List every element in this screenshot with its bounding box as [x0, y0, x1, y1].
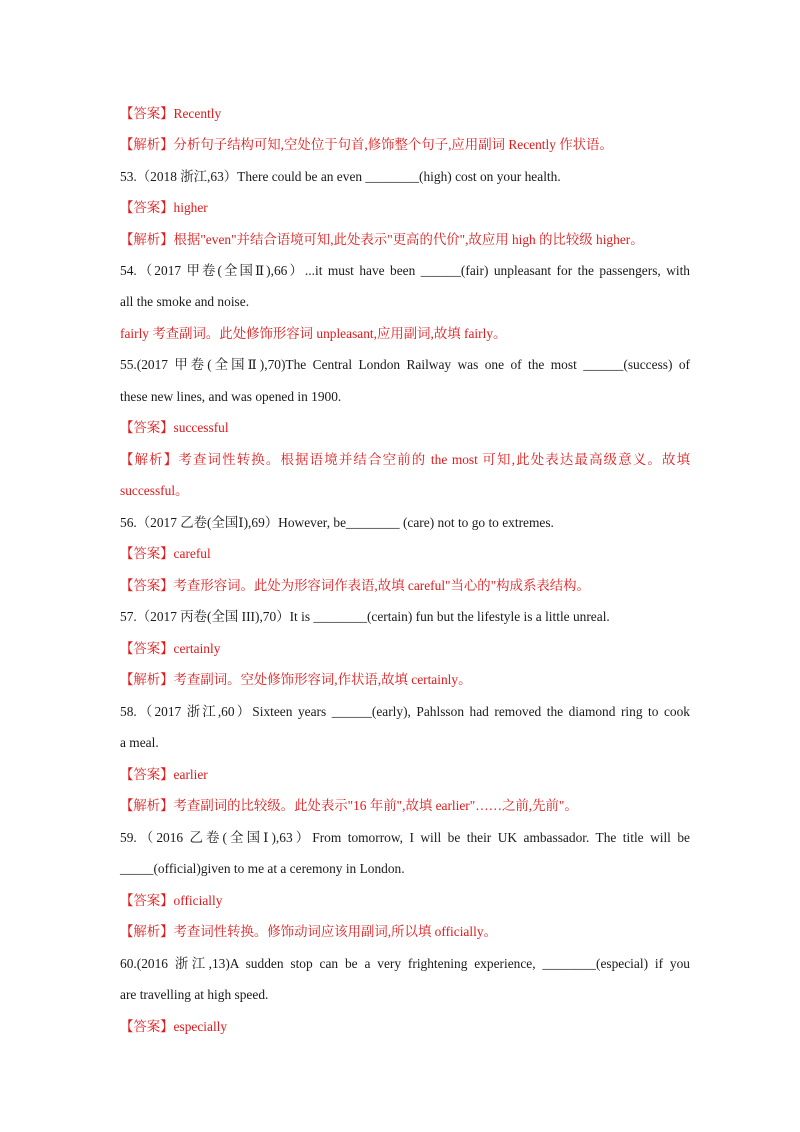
- question-57: 57.（2017 丙卷(全国 III),70）It is ________(certain) fun but the lifestyle is a little unreal.: [120, 609, 610, 624]
- explanation-continuation: successful。: [120, 483, 189, 498]
- question-55-continuation: these new lines, and was opened in 1900.: [120, 389, 342, 404]
- answer-line: 【答案】careful: [120, 546, 211, 561]
- answer-line: 【答案】officially: [120, 893, 223, 908]
- answer-line: 【答案】Recently: [120, 106, 222, 121]
- explanation-line: 【解析】考查词性转换。修饰动词应该用副词,所以填 officially。: [120, 924, 497, 939]
- question-54-continuation: all the smoke and noise.: [120, 294, 250, 309]
- question-58: 58.（2017 浙江,60）Sixteen years ______(early), Pahlsson had removed the diamond ring to cook: [120, 704, 690, 719]
- answer-line: 【答案】successful: [120, 420, 229, 435]
- explanation-line: 【答案】考查形容词。此处为形容词作表语,故填 careful"当心的"构成系表结构。: [120, 578, 590, 593]
- answer-line: 【答案】earlier: [120, 767, 208, 782]
- question-54: 54.（2017 甲卷(全国Ⅱ),66）...it must have been ______(fair) unpleasant for the passengers, with: [120, 263, 690, 278]
- question-58-continuation: a meal.: [120, 735, 159, 750]
- question-56: 56.（2017 乙卷(全国Ⅰ),69）However, be________ (care) not to go to extremes.: [120, 515, 554, 530]
- explanation-line: 【解析】考查词性转换。根据语境并结合空前的 the most 可知,此处表达最高级意义。故填: [120, 452, 690, 467]
- question-59: 59.（2016 乙卷(全国Ⅰ),63）From tomorrow, I will be their UK ambassador. The title will be: [120, 830, 690, 845]
- question-53: 53.（2018 浙江,63）There could be an even ________(high) cost on your health.: [120, 169, 561, 184]
- explanation-line: 【解析】根据"even"并结合语境可知,此处表示"更高的代价",故应用 high 的比较级 higher。: [120, 232, 644, 247]
- answer-line: 【答案】higher: [120, 200, 208, 215]
- question-60: 60.(2016 浙江,13)A sudden stop can be a very frightening experience, ________(especial) if you: [120, 956, 690, 971]
- question-59-continuation: _____(official)given to me at a ceremony in London.: [120, 861, 405, 876]
- explanation-line: 【解析】分析句子结构可知,空处位于句首,修饰整个句子,应用副词 Recently 作状语。: [120, 137, 613, 152]
- question-60-continuation: are travelling at high speed.: [120, 987, 269, 1002]
- explanation-line: 【解析】考查副词的比较级。此处表示"16 年前",故填 earlier"……之前,先前"。: [120, 798, 578, 813]
- question-55: 55.(2017 甲卷(全国Ⅱ),70)The Central London Railway was one of the most ______(success) of: [120, 357, 690, 372]
- answer-line: 【答案】especially: [120, 1019, 228, 1034]
- explanation-line: fairly 考查副词。此处修饰形容词 unpleasant,应用副词,故填 fairly。: [120, 326, 507, 341]
- explanation-line: 【解析】考查副词。空处修饰形容词,作状语,故填 certainly。: [120, 672, 472, 687]
- answer-line: 【答案】certainly: [120, 641, 221, 656]
